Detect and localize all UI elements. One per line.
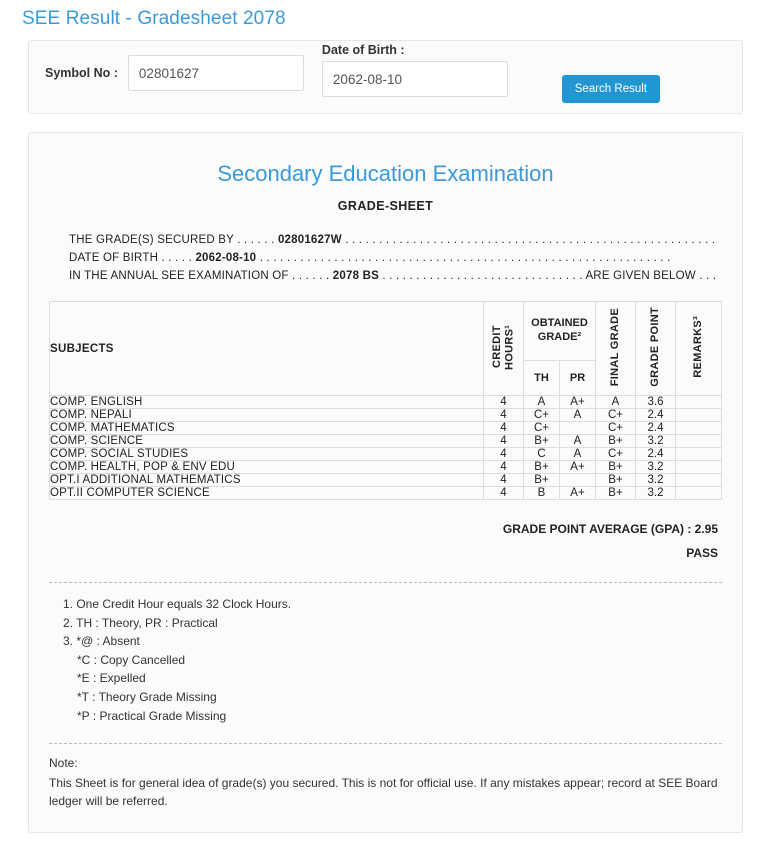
table-row: [50, 448, 722, 461]
cell-subject: COMP. HEALTH, POP & ENV EDU: [50, 461, 484, 474]
note-item: 3. *@ : Absent: [63, 634, 140, 649]
cell-grade-point: 3.2: [636, 435, 676, 448]
cell-credit-hours: 4: [484, 461, 524, 474]
grade-sheet-label: GRADE-SHEET: [337, 199, 434, 213]
footer-note: [49, 743, 722, 810]
line2-dots-b: . . . . . . . . . . . . . . . . . . . . . . . . . . . . . . . . . . . . . . . . . . . . . . . . . . . . . . . . . . . . .: [259, 252, 671, 264]
line3-prefix: IN THE ANNUAL SEE EXAMINATION OF: [69, 270, 289, 282]
line3-suffix: ARE GIVEN BELOW . . .: [585, 270, 717, 282]
exam-title: Secondary Education Examination: [217, 161, 554, 186]
cell-remarks: [676, 435, 722, 448]
cell-final-grade: A: [596, 396, 636, 409]
cell-remarks: [676, 461, 722, 474]
symbol-input[interactable]: [128, 55, 304, 91]
line2-dots-a: . . . . .: [161, 252, 193, 264]
cell-practical-grade: [560, 474, 596, 487]
table-header-row: [50, 302, 722, 361]
search-panel: [28, 40, 743, 114]
line1-dots-b: . . . . . . . . . . . . . . . . . . . . . . . . . . . . . . . . . . . . . . . . . . . . . . . . . . . . . . .: [345, 234, 716, 246]
grades-table: [49, 301, 722, 500]
cell-grade-point: 3.2: [636, 487, 676, 500]
header-remarks: [676, 302, 722, 396]
note-subitem: *P : Practical Grade Missing: [77, 708, 227, 723]
cell-practical-grade: A+: [560, 396, 596, 409]
header-obtained-grade: OBTAINED GRADE²: [524, 302, 596, 361]
grades-table-body: [50, 396, 722, 500]
cell-final-grade: B+: [596, 435, 636, 448]
line1-prefix: THE GRADE(S) SECURED BY: [69, 234, 234, 246]
cell-practical-grade: [560, 422, 596, 435]
cell-final-grade: B+: [596, 487, 636, 500]
header-credit-hours-label: CREDIT HOURS¹: [490, 324, 516, 370]
cell-subject: OPT.II COMPUTER SCIENCE: [50, 487, 484, 500]
cell-subject: COMP. NEPALI: [50, 409, 484, 422]
cell-credit-hours: 4: [484, 487, 524, 500]
cell-final-grade: C+: [596, 409, 636, 422]
line1-dots-a: . . . . . .: [237, 234, 275, 246]
cell-subject: COMP. SCIENCE: [50, 435, 484, 448]
cell-final-grade: C+: [596, 448, 636, 461]
exam-year-value: 2078 BS: [332, 270, 379, 282]
dob-value: 2062-08-10: [195, 252, 257, 264]
exam-year-line: [49, 267, 722, 285]
header-subjects: SUBJECTS: [50, 302, 484, 396]
cell-subject: COMP. SOCIAL STUDIES: [50, 448, 484, 461]
cell-credit-hours: 4: [484, 474, 524, 487]
cell-subject: COMP. ENGLISH: [50, 396, 484, 409]
note-subitem: *C : Copy Cancelled: [77, 652, 186, 667]
cell-theory-grade: B: [524, 487, 560, 500]
cell-credit-hours: 4: [484, 435, 524, 448]
cell-remarks: [676, 487, 722, 500]
note-subitem: *E : Expelled: [77, 671, 146, 686]
table-row: [50, 409, 722, 422]
table-row: [50, 435, 722, 448]
table-row: [50, 422, 722, 435]
notes-section: [49, 582, 722, 725]
line3-dots-a: . . . . . .: [292, 270, 330, 282]
cell-theory-grade: B+: [524, 461, 560, 474]
cell-practical-grade: A: [560, 448, 596, 461]
date-of-birth-line: [49, 249, 722, 267]
note-item: 1. One Credit Hour equals 32 Clock Hours.: [63, 597, 292, 611]
line2-prefix: DATE OF BIRTH: [69, 252, 159, 264]
cell-credit-hours: 4: [484, 409, 524, 422]
symbol-number-value: 02801627W: [277, 234, 342, 246]
cell-grade-point: 2.4: [636, 409, 676, 422]
cell-grade-point: 3.6: [636, 396, 676, 409]
cell-subject: COMP. MATHEMATICS: [50, 422, 484, 435]
header-grade-point-label: GRADE POINT: [649, 307, 662, 387]
note-subitem: *T : Theory Grade Missing: [77, 689, 217, 704]
cell-credit-hours: 4: [484, 422, 524, 435]
table-row: [50, 487, 722, 500]
grades-secured-by-line: [49, 231, 722, 249]
cell-remarks: [676, 409, 722, 422]
table-row: [50, 474, 722, 487]
cell-practical-grade: A+: [560, 461, 596, 474]
cell-grade-point: 3.2: [636, 474, 676, 487]
cell-final-grade: B+: [596, 461, 636, 474]
cell-theory-grade: C+: [524, 409, 560, 422]
header-remarks-label: REMARKS³: [692, 316, 705, 378]
cell-final-grade: C+: [596, 422, 636, 435]
cell-practical-grade: A: [560, 435, 596, 448]
cell-credit-hours: 4: [484, 396, 524, 409]
dob-label: Date of Birth :: [321, 43, 405, 57]
gpa-line: GRADE POINT AVERAGE (GPA) : 2.95: [502, 522, 718, 536]
status-badge: PASS: [686, 546, 718, 560]
cell-grade-point: 3.2: [636, 461, 676, 474]
cell-grade-point: 2.4: [636, 422, 676, 435]
cell-practical-grade: A: [560, 409, 596, 422]
cell-subject: OPT.I ADDITIONAL MATHEMATICS: [50, 474, 484, 487]
header-practical: PR: [560, 361, 596, 396]
result-panel: [28, 132, 743, 833]
footer-note-label: Note:: [49, 756, 78, 771]
cell-theory-grade: B+: [524, 474, 560, 487]
dob-input[interactable]: [322, 61, 508, 97]
header-final-grade: [596, 302, 636, 396]
cell-remarks: [676, 474, 722, 487]
header-theory: TH: [524, 361, 560, 396]
search-result-button[interactable]: Search Result: [562, 75, 660, 103]
page-title: SEE Result - Gradesheet 2078: [22, 8, 286, 29]
cell-grade-point: 2.4: [636, 448, 676, 461]
symbol-label: Symbol No :: [45, 66, 118, 80]
dob-field-group: [322, 43, 508, 97]
table-row: [50, 461, 722, 474]
cell-theory-grade: B+: [524, 435, 560, 448]
cell-remarks: [676, 396, 722, 409]
cell-remarks: [676, 448, 722, 461]
symbol-field-group: [45, 55, 304, 91]
header-grade-point: [636, 302, 676, 396]
cell-credit-hours: 4: [484, 448, 524, 461]
cell-practical-grade: A+: [560, 487, 596, 500]
cell-theory-grade: A: [524, 396, 560, 409]
cell-remarks: [676, 422, 722, 435]
cell-theory-grade: C: [524, 448, 560, 461]
header-credit-hours: [484, 302, 524, 396]
footer-note-text: This Sheet is for general idea of grade(s) you secured. This is not for official use. If any mistakes appear; record at SEE Board ledger will be referred.: [49, 776, 718, 809]
cell-final-grade: B+: [596, 474, 636, 487]
header-final-grade-label: FINAL GRADE: [609, 307, 622, 387]
cell-theory-grade: C+: [524, 422, 560, 435]
line3-dots-b: . . . . . . . . . . . . . . . . . . . . . . . . . . . . . .: [382, 270, 583, 282]
note-item: 2. TH : Theory, PR : Practical: [63, 615, 218, 630]
table-row: [50, 396, 722, 409]
